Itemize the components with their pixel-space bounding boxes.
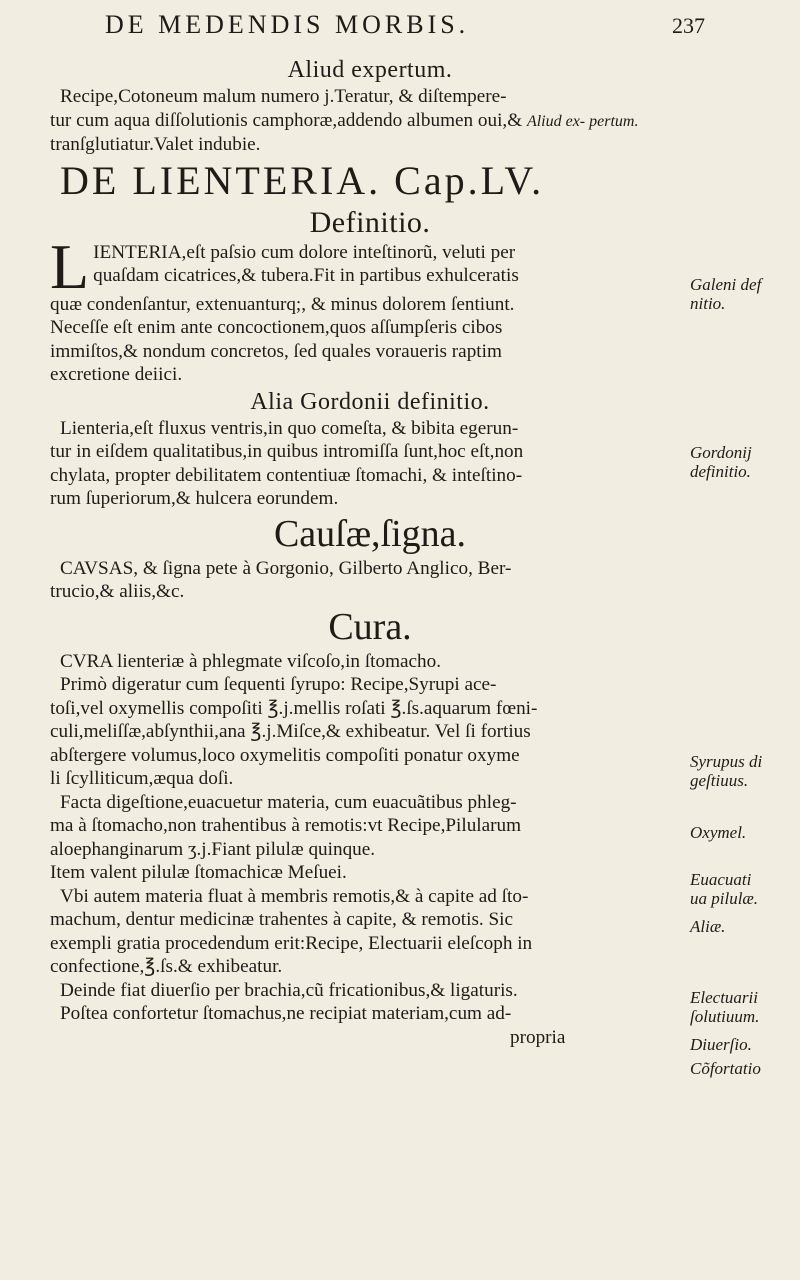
text-line: tur in eiſdem qualitatibus,in quibus intromiſſa ſunt,hoc eſt,non [50, 441, 524, 462]
text-line: machum, dentur medicinæ trahentes à capite, & remotis. Sic [50, 909, 514, 930]
margin-note-euacuatio: Euacuati ua pilulæ. [690, 870, 759, 908]
text-line: immiſtos,& nondum concretos, ſed quales voraueris raptim [50, 340, 502, 362]
text-line: Deinde fiat diuerſio per brachia,cũ fricationibus,& ligaturis. [60, 979, 518, 1001]
inline-note: Aliud ex- pertum. [526, 112, 639, 130]
text-line: Item valent pilulæ ſtomachicæ Meſuei. [50, 862, 347, 883]
text-line: aloephanginarum ʒ.j.Fiant pilulæ quinque. [50, 838, 376, 860]
text-line: abſtergere volumus,loco oxymelitis compoſiti ponatur oxyme [50, 744, 520, 766]
text-line: Poſtea confortetur ſtomachus,ne recipiat materiam,cum ad- [60, 1003, 512, 1024]
text-line: quaſdam cicatrices,& tubera.Fit in partibus exhulceratis [93, 265, 519, 286]
margin-note-confortatio: Cõfortatio [690, 1059, 761, 1078]
heading-definitio: Definitio. [309, 205, 431, 239]
text-line: CAVSAS, & ſigna pete à Gorgonio, Gilberto Anglico, Ber- [60, 557, 512, 579]
heading-causae-signa: Cauſæ,ſigna. [273, 512, 467, 555]
running-title: DE MEDENDIS MORBIS. [105, 10, 470, 39]
heading-cura: Cura. [328, 605, 412, 648]
heading-aliud-expertum: Aliud expertum. [287, 57, 453, 83]
text-line: ma à ſtomacho,non trahentibus à remotis:vt Recipe,Pilularum [50, 815, 522, 836]
margin-note-syrupus: Syrupus di geſtiuus. [690, 752, 763, 790]
definition-paragraph [50, 230, 690, 302]
text-line: Primò digeratur cum ſequenti ſyrupo: Recipe,Syrupi ace- [60, 674, 497, 695]
margin-note-aliae: Aliæ. [690, 917, 726, 936]
text-line: chylata, propter debilitatem contentiuæ ſtomachi, & inteſtino- [50, 464, 523, 486]
margin-note-gordonii: Gordonij definitio. [690, 443, 752, 481]
heading-alia-definitio: Alia Gordonii definitio. [250, 388, 490, 415]
drop-capital: L [50, 230, 90, 302]
margin-note-oxymel: Oxymel. [690, 823, 747, 842]
chapter-title: DE LIENTERIA. Cap.LV. [60, 157, 545, 203]
text-line: tur cum aqua diſſolutionis camphoræ,addendo albumen oui,& Aliud ex- pertum. [50, 109, 639, 131]
text-line: IENTERIA,eſt paſsio cum dolore inteſtinorũ, veluti per [93, 241, 516, 263]
page-number: 237 [672, 13, 705, 38]
text-line: confectione,℥.ſs.& exhibeatur. [50, 956, 283, 977]
text-line: Vbi autem materia fluat à membris remotis,& à capite ad ſto- [60, 885, 529, 907]
text-line: tranſglutiatur.Valet indubie. [50, 134, 261, 155]
margin-note-diuersio: Diuerſio. [690, 1035, 752, 1054]
text-line: Recipe,Cotoneum malum numero j.Teratur, & diſtempere- [60, 86, 507, 107]
text-line: exempli gratia procedendum erit:Recipe, Electuarii eleſcoph in [50, 932, 533, 954]
text-line: rum ſuperiorum,& hulcera eorundem. [50, 488, 339, 509]
text-line: Lienteria,eſt fluxus ventris,in quo comeſta, & bibita egerun- [60, 417, 519, 439]
text-line: toſi,vel oxymellis compoſiti ℥.j.mellis roſati ℥.ſs.aquarum fœni- [50, 697, 538, 719]
running-header [105, 10, 705, 40]
text-line: Neceſſe eſt enim ante concoctionem,quos aſſumpſeris cibos [50, 317, 503, 338]
text-line: trucio,& aliis,&c. [50, 581, 185, 602]
text-line: li ſcylliticum,æqua doſi. [50, 768, 234, 789]
text-line: quæ condenſantur, extenuanturq;, & minus dolorem ſentiunt. [50, 293, 515, 315]
text-line: CVRA lienteriæ à phlegmate viſcoſo,in ſtomacho. [60, 650, 442, 672]
catchword: propria [510, 1026, 566, 1048]
margin-note-electuarium: Electuarii ſolutiuum. [690, 988, 760, 1026]
main-text [50, 55, 690, 1049]
text-line: excretione deiici. [50, 364, 183, 385]
text-line: culi,meliſſæ,abſynthii,ana ℥.j.Miſce,& exhibeatur. Vel ſi fortius [50, 721, 531, 742]
text-line: Facta digeſtione,euacuetur materia, cum euacuãtibus phleg- [60, 791, 517, 813]
margin-note-galeni: Galeni def nitio. [690, 275, 762, 313]
